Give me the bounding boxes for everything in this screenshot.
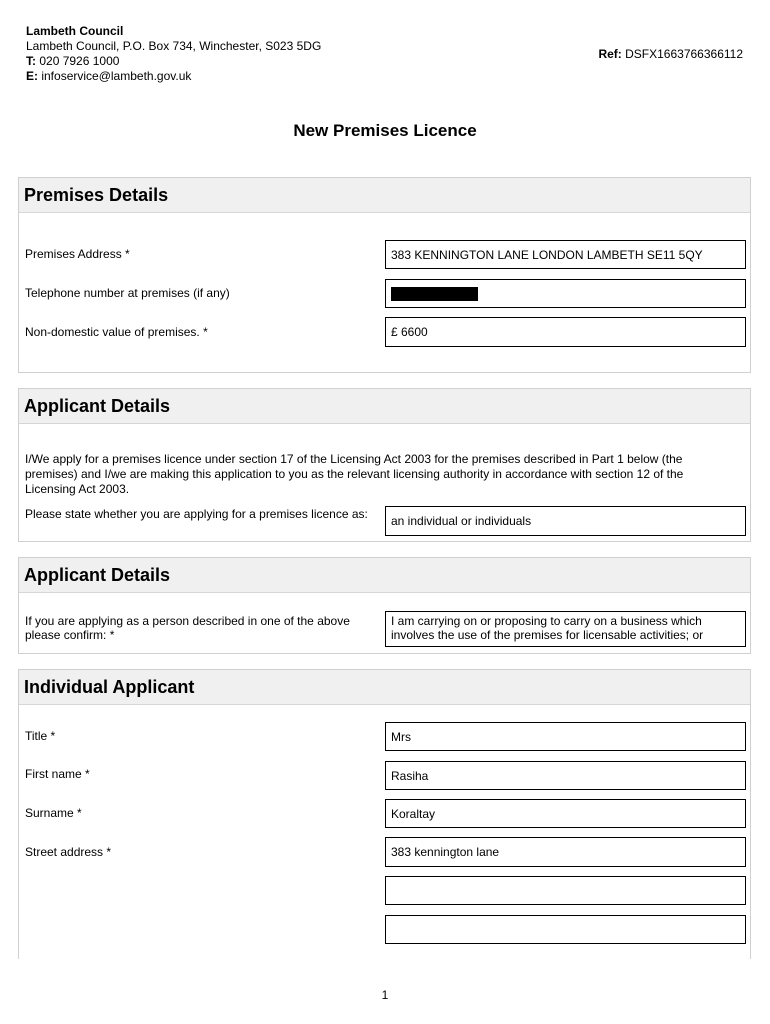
surname-label: Surname * — [25, 806, 82, 820]
council-name: Lambeth Council — [26, 24, 124, 38]
street-address-label: Street address * — [25, 845, 112, 859]
council-email: E: infoservice@lambeth.gov.uk — [26, 69, 192, 83]
council-header — [26, 24, 321, 84]
title-label: Title * — [25, 729, 56, 743]
premises-address-label: Premises Address * — [25, 247, 130, 261]
section-heading: Individual Applicant — [19, 670, 750, 705]
non-domestic-value-field[interactable]: £ 6600 — [385, 317, 746, 347]
non-domestic-value-label: Non-domestic value of premises. * — [25, 325, 208, 339]
applicant-capacity-label: Please state whether you are applying for a premises licence as: — [25, 507, 368, 521]
street-address-field[interactable]: 383 kennington lane — [385, 837, 746, 867]
title-field[interactable]: Mrs — [385, 722, 746, 751]
section-heading: Applicant Details — [19, 558, 750, 593]
section-heading: Premises Details — [19, 178, 750, 213]
document-title: New Premises Licence — [293, 121, 477, 140]
telephone-label: Telephone number at premises (if any) — [25, 286, 230, 300]
application-statement: I/We apply for a premises licence under section 17 of the Licensing Act 2003 for the premises described in Part 1 below (the premises) and I/we are making this application to you as the relevant licensing authority in accordance with section 12 of the Licensing Act 2003. — [25, 452, 684, 496]
redaction-bar — [391, 287, 478, 301]
premises-address-field[interactable]: 383 KENNINGTON LANE LONDON LAMBETH SE11 5QY — [385, 240, 746, 269]
telephone-field[interactable] — [385, 279, 746, 308]
first-name-label: First name * — [25, 767, 90, 781]
section-heading: Applicant Details — [19, 389, 750, 424]
applicant-confirm-field[interactable]: I am carrying on or proposing to carry on a business which involves the use of the premises for licensable activities; or — [385, 611, 746, 647]
street-address-line-3-field[interactable] — [385, 915, 746, 944]
page-number: 1 — [381, 988, 389, 1002]
council-phone: T: 020 7926 1000 — [26, 54, 120, 68]
street-address-line-2-field[interactable] — [385, 876, 746, 905]
council-address: Lambeth Council, P.O. Box 734, Winchester, S023 5DG — [26, 39, 322, 53]
surname-field[interactable]: Koraltay — [385, 799, 746, 828]
applicant-confirm-label: If you are applying as a person described in one of the above please confirm: * — [25, 614, 350, 642]
applicant-details-section — [18, 388, 751, 542]
first-name-field[interactable]: Rasiha — [385, 761, 746, 790]
individual-applicant-section — [18, 669, 751, 959]
reference-number: Ref: DSFX1663766366112 — [598, 47, 743, 61]
applicant-capacity-field[interactable]: an individual or individuals — [385, 506, 746, 536]
premises-details-section — [18, 177, 751, 373]
applicant-confirm-section — [18, 557, 751, 654]
